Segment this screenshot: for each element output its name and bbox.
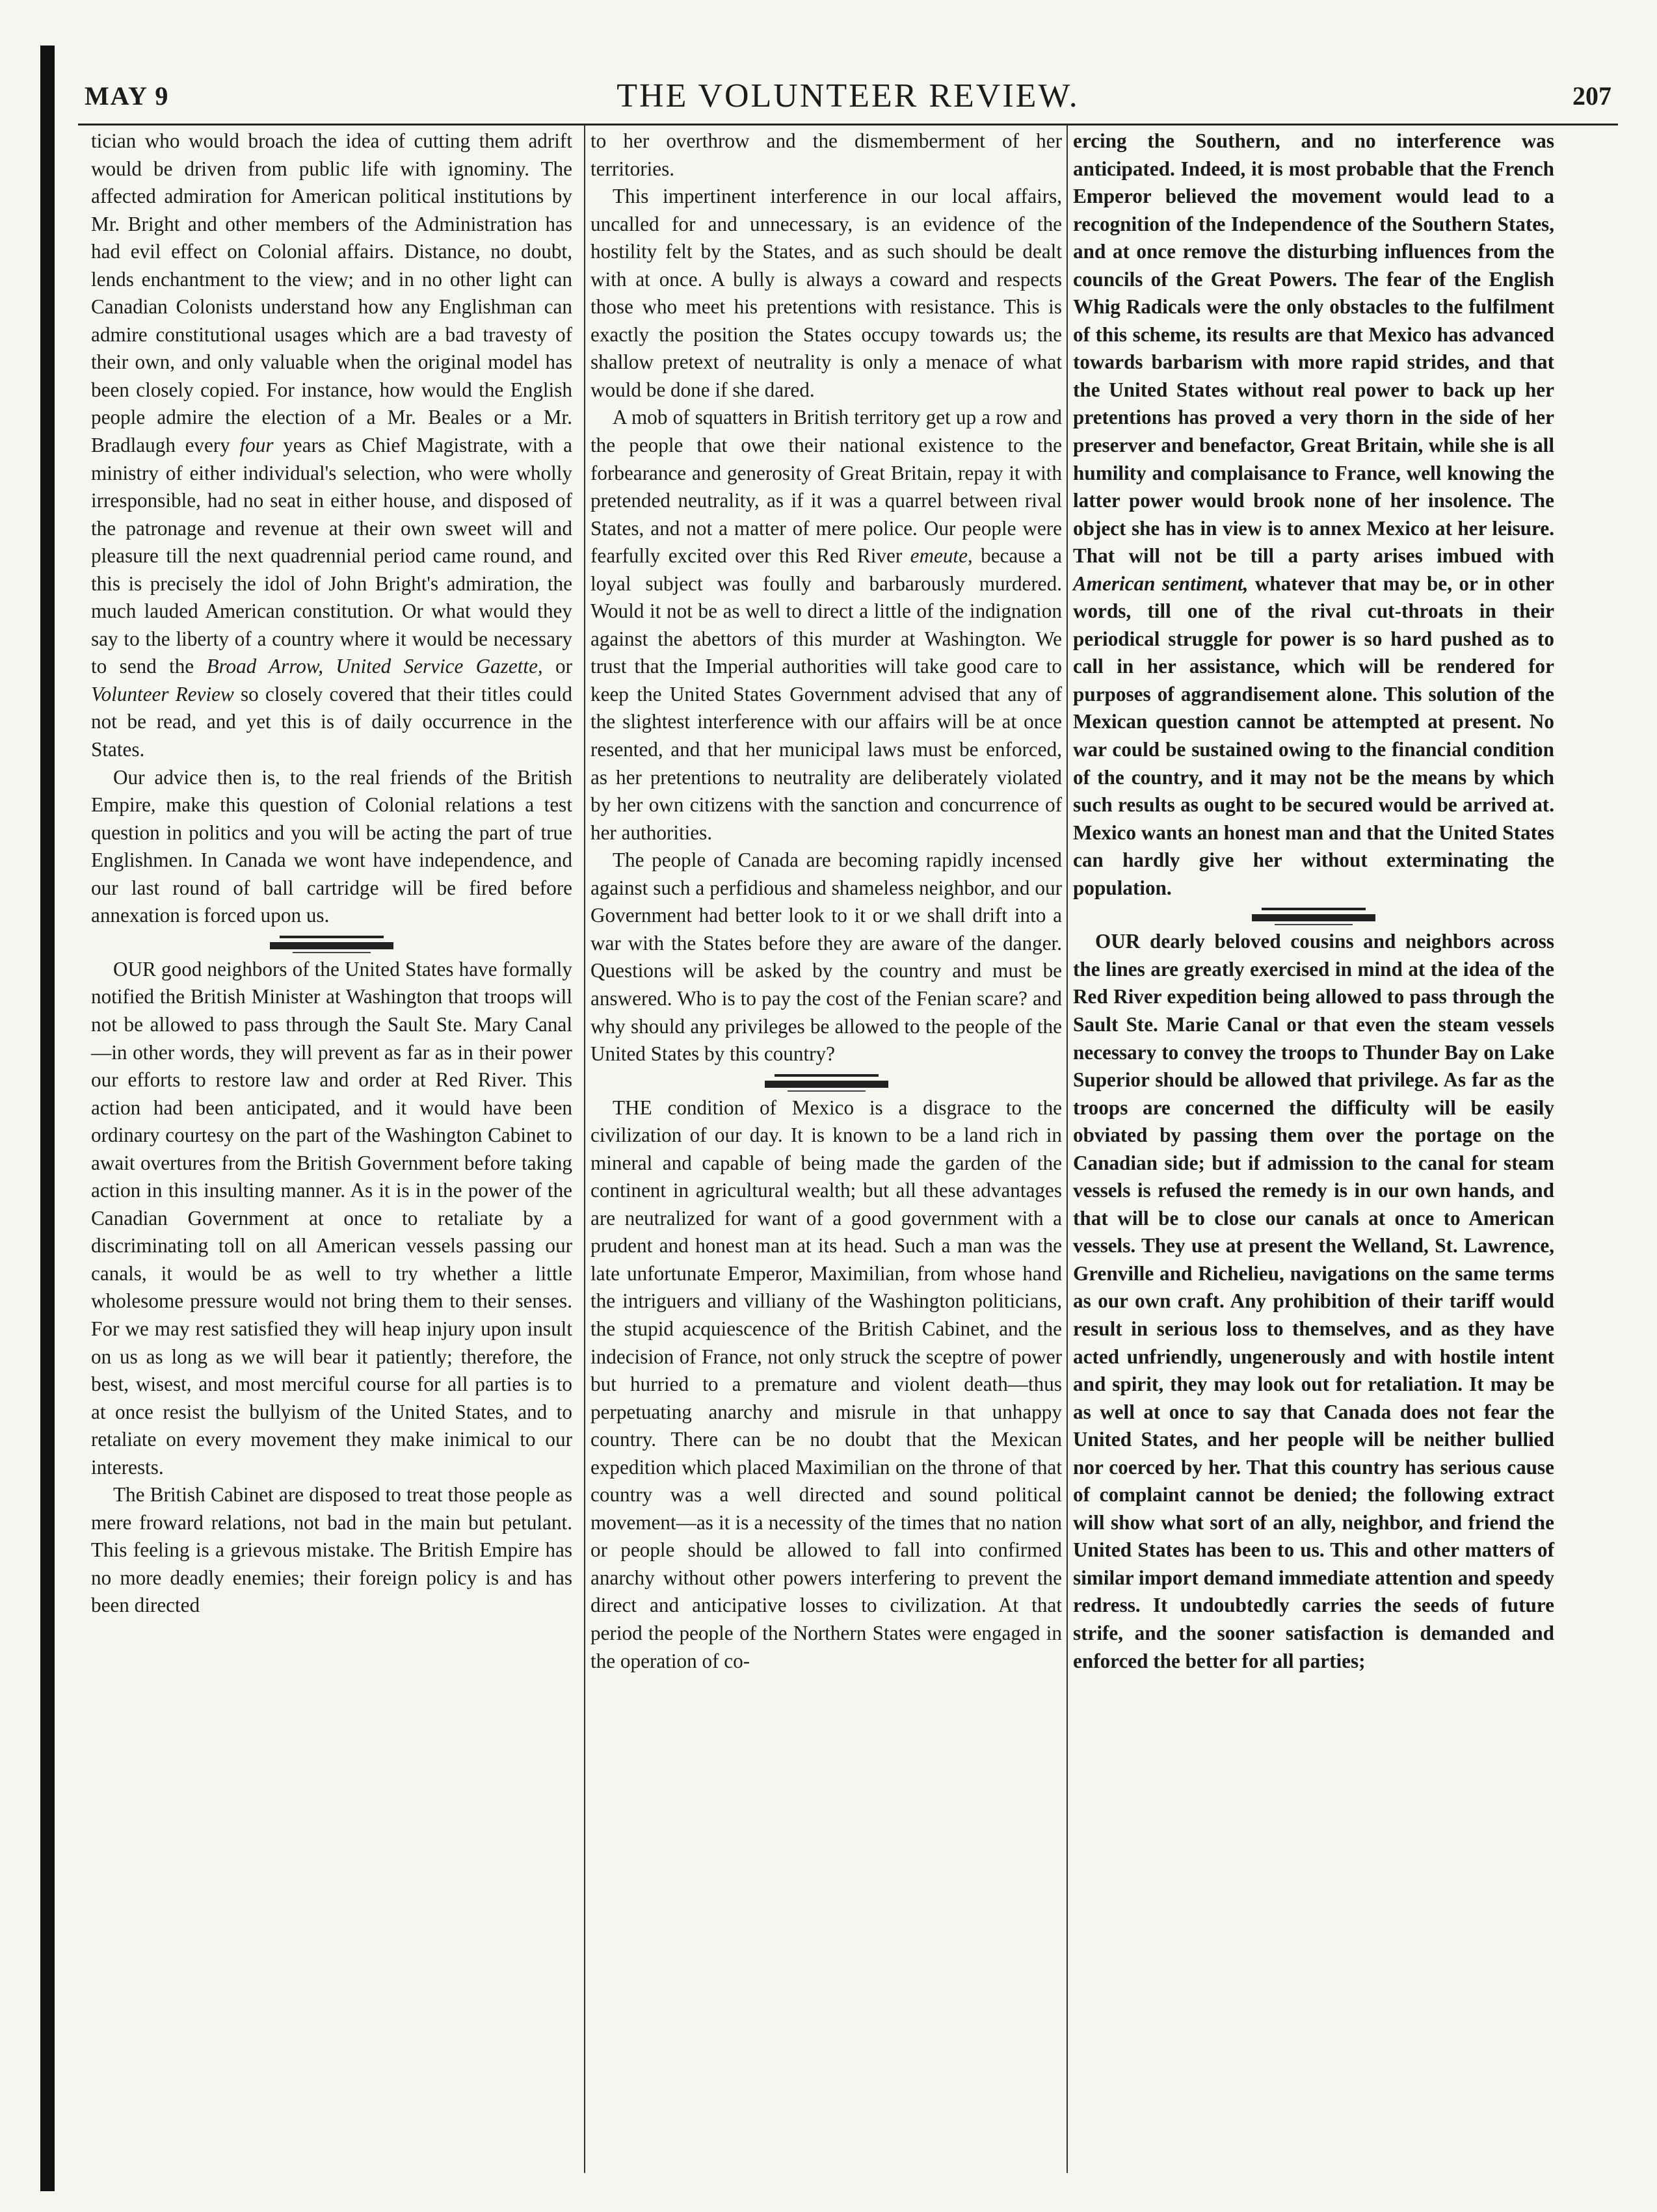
page-spine-shadow [40, 46, 55, 2191]
paragraph: tician who would broach the idea of cutting them adrift would be driven from public life with ignominy. The affected admiration for American political institutions by Mr. Bright and other members of the Administration has had evil effect on Colonial affairs. Distance, no doubt, lends enchantment to the view; and in no other light can Canadian Colonists understand how any Englishman can admire constitutional usages which are a bad travesty of their own, and only valuable when the original model has been closely copied. For instance, how would the English people admire the election of a Mr. Beales or a Mr. Bradlaugh every four years as Chief Magistrate, with a ministry of either individual's selection, who were wholly irresponsible, had no seat in either house, and disposed of the patronage and revenue at their own sweet will and pleasure till the next quadrennial period came round, and this is precisely the idol of John Bright's admiration, the much lauded American constitution. Or what would they say to the liberty of a country where it would be necessary to send the Broad Arrow, United Service Gazette, or Volunteer Review so closely covered that their titles could not be read, and yet this is of daily occurrence in the States. [91, 129, 573, 761]
paragraph: OUR good neighbors of the United States have formally notified the British Minister at Washington that troops will not be allowed to pass through the Sault Ste. Mary Canal—in other words, they will prevent as far as in their power our efforts to restore law and order at Red River. This action had been anticipated, and it would have been ordinary courtesy on the part of the Washington Cabinet to await overtures from the British Government before taking action in this insulting manner. As it is in the power of the Canadian Government at once to retaliate by a discriminating toll on all American vessels passing our canals, it would be as well to try whether a little wholesome pressure would not bring them to their senses. For we may rest satisfied they will heap injury upon insult on us as long as we will bear it patiently; therefore, the best, wisest, and most merciful course for all parties is to at once resist the bullyism of the United States, and to retaliate on every movement they make inimical to our interests. [91, 957, 572, 1479]
header-rule [78, 124, 1618, 125]
page-header [85, 77, 1611, 122]
paragraph: to her overthrow and the dismemberment of her territories. [590, 129, 1062, 180]
paragraph: ercing the Southern, and no interference was anticipated. Indeed, it is most probable that the French Emperor believed the movement would lead to a recognition of the Independence of the Southern States, and at once remove the disturbing influences from the councils of the Great Powers. The fear of the English Whig Radicals were the only obstacles to the fulfilment of this scheme, its results are that Mexico has advanced towards barbarism with more rapid strides, and that the United States without real power to back up her pretentions has proved a very thorn in the side of her preserver and benefactor, Great Britain, while she is all humility and complaisance to France, well knowing the latter power would brook none of her insolence. The object she has in view is to annex Mexico at her leisure. That will not be till a party arises imbued with American sentiment, whatever that may be, or in other words, till one of the rival cut-throats in their periodical struggle for power is so hard pushed as to call in her assistance, which will be rendered for purposes of aggrandisement alone. This solution of the Mexican question cannot be attempted at present. No war could be sustained owing to the financial condition of the country, and it may not be the means by which such results as ought to be secured would be arrived at. Mexico wants an honest man and that the United States can hardly give her without exterminating the population. [1073, 129, 1554, 899]
paragraph: A mob of squatters in British territory get up a row and the people that owe their national existence to the forbearance and generosity of Great Britain, repay it with pretended neutrality, as if it was a quarrel between rival States, and not a matter of mere police. Our people were fearfully excited over this Red River emeute, because a loyal subject was foully and barbarously murdered. Would it not be as well to direct a little of the indignation against the abettors of this murder at Washington. We trust that the Imperial authorities will take good care to keep the United States Government advised that any of the slightest interference with our affairs will be at once resented, and that her municipal laws must be enforced, as her pretentions to neutrality are deliberately violated by her own citizens with the sanction and concurrence of her authorities. [590, 406, 1062, 844]
column-2 [590, 127, 1062, 1675]
section-divider [590, 1068, 1062, 1094]
paragraph: This impertinent interference in our local affairs, uncalled for and unnecessary, is an evidence of the hostility felt by the States, and as such should be dealt with at once. A bully is always a coward and respects those who meet his pretentions with resistance. This is exactly the position the States occupy towards us; the shallow pretext of neutrality is only a menace of what would be done if she dared. [590, 185, 1062, 401]
header-page-number: 207 [1572, 81, 1611, 111]
paragraph: Our advice then is, to the real friends of the British Empire, make this question of Colonial relations a test question in politics and you will be acting the part of true Englishmen. In Canada we wont have independence, and our last round of ball cartridge will be fired before annexation is forced upon us. [91, 765, 572, 927]
paragraph: THE condition of Mexico is a disgrace to the civilization of our day. It is known to be a land rich in mineral and capable of being made the garden of the continent in agricultural wealth; but all these advantages are neutralized for want of a good government with a prudent and honest man at its head. Such a man was the late unfortunate Emperor, Maximilian, from whose hand the intriguers and villiany of the Washington politicians, the stupid acquiescence of the British Cabinet, and the indecision of France, not only struck the sceptre of power but hurried to a premature and violent death—thus perpetuating anarchy and misrule in that unhappy country. There can be no doubt that the Mexican expedition which placed Maximilian on the throne of that country was a well directed and sound political movement—as it is a necessity of the times that no nation or people should be allowed to fall into confirmed anarchy without other powers interfering to prevent the direct and anticipative losses to civilization. At that period the people of the Northern States were engaged in the operation of co- [590, 1096, 1063, 1672]
column-3 [1073, 127, 1554, 1675]
header-date: MAY 9 [85, 81, 170, 111]
paragraph: OUR dearly beloved cousins and neighbors across the lines are greatly exercised in mind at the idea of the Red River expedition being allowed to pass through the Sault Ste. Marie Canal or that even the steam vessels necessary to convey the troops to Thunder Bay on Lake Superior should be allowed that privilege. As far as the troops are concerned the difficulty will be easily obviated by passing them over the portage on the Canadian side; but if admission to the canal for steam vessels is refused the remedy is in our own hands, and that will be to close our canals at once to American vessels. They use at present the Welland, St. Lawrence, Grenville and Richelieu, navigations on the same terms as our own craft. Any prohibition of their tariff would result in serious loss to themselves, and as they have acted unfriendly, ungenerously and with hostile intent and spirit, they may look out for retaliation. It may be as well at once to say that Canada does not fear the United States, and her people will be neither bullied nor coerced by her. That this country has serious cause of complaint cannot be denied; the following extract will show what sort of an ally, neighbor, and friend the United States has been to us. This and other matters of similar import demand immediate attention and speedy redress. It undoubtedly carries the seeds of future strife, and the sooner satisfaction is demanded and enforced the better for all parties; [1073, 930, 1554, 1672]
header-title: THE VOLUNTEER REVIEW. [616, 77, 1080, 114]
column-rule [584, 125, 585, 2173]
section-divider [1073, 902, 1554, 928]
section-divider [91, 930, 572, 956]
paragraph: The British Cabinet are disposed to treat those people as mere froward relations, not bad in the main but petulant. This feeling is a grievous mistake. The British Empire has no more deadly enemies; their foreign policy is and has been directed [91, 1483, 572, 1617]
column-1 [91, 127, 572, 1620]
column-rule [1067, 125, 1068, 2173]
paragraph: The people of Canada are becoming rapidly incensed against such a perfidious and shameless neighbor, and our Government had better look to it or we shall drift into a war with the States before they are aware of the danger. Questions will be asked by the country and must be answered. Who is to pay the cost of the Fenian scare? and why should any privileges be allowed to the people of the United States by this country? [590, 849, 1062, 1066]
